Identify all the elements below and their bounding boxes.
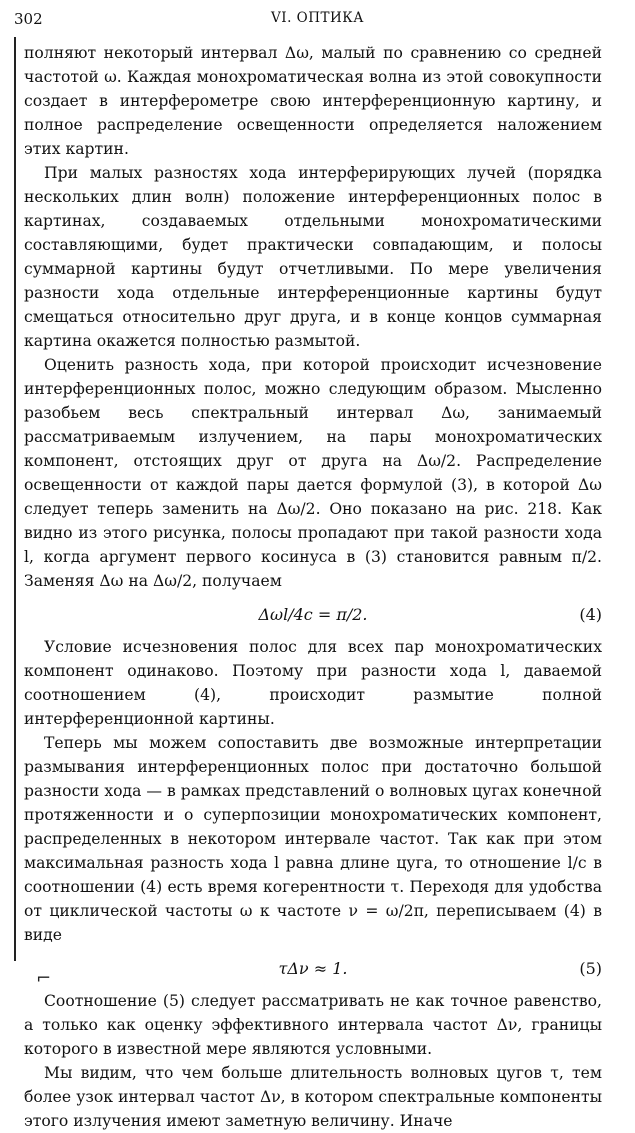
- equation-5-expression: τΔν ≈ 1.: [278, 959, 348, 978]
- equation-5-number: (5): [579, 959, 602, 978]
- page-header: [14, 10, 621, 34]
- paragraph-2: При малых разностях хода интерферирующих лучей (порядка нескольких длин волн) положение интерференционных полос в картинах, создаваемых отдельными монохроматическими составляющими, будет практически совпадающим, и полосы суммарной картины будут отчетливыми. По мере увеличения разности хода отдельные интерференционные картины будут смещаться относительно друг друга, и в конце концов суммарная картина окажется полностью размытой.: [24, 164, 602, 350]
- text-body: [24, 41, 602, 1133]
- page-number: 302: [14, 10, 43, 28]
- paragraph-4: Условие исчезновения полос для всех пар монохроматических компонент одинаково. Поэтому при разности хода l, даваемой соотношением (4), происходит размытие полной интерференционной картины.: [24, 638, 602, 728]
- equation-4: [24, 599, 602, 631]
- equation-5: [24, 953, 602, 985]
- equation-4-number: (4): [579, 605, 602, 624]
- corner-mark: ⌐: [36, 968, 52, 989]
- paragraph-1: полняют некоторый интервал Δω, малый по сравнению со средней частотой ω. Каждая монохроматическая волна из этой совокупности создает в интерферометре свою интерференционную картину, и полное распределение освещенности определяется наложением этих картин.: [24, 44, 602, 158]
- margin-rule: [14, 37, 16, 961]
- equation-4-expression: Δωl/4c = π/2.: [258, 605, 368, 624]
- paragraph-7: Мы видим, что чем больше длительность волновых цугов τ, тем более узок интервал частот Δν, в котором спектральные компоненты этого излучения имеют заметную величину. Иначе: [24, 1064, 602, 1130]
- paragraph-6: Соотношение (5) следует рассматривать не как точное равенство, а только как оценку эффективного интервала частот Δν, границы которого в известной мере являются условными.: [24, 992, 602, 1058]
- running-head: VI. ОПТИКА: [271, 10, 364, 26]
- paragraph-5: Теперь мы можем сопоставить две возможные интерпретации размывания интерференционных полос при достаточно большой разности хода — в рамках представлений о волновых цугах конечной протяженности и о суперпозиции монохроматических компонент, распределенных в некотором интервале частот. Так как при этом максимальная разность хода l равна длине цуга, то отношение l/c в соотношении (4) есть время когерентности τ. Переходя для удобства от циклической частоты ω к частоте ν = ω/2π, переписываем (4) в виде: [24, 734, 602, 944]
- paragraph-3: Оценить разность хода, при которой происходит исчезновение интерференционных полос, можно следующим образом. Мысленно разобьем весь спектральный интервал Δω, занимаемый рассматриваемым излучением, на пары монохроматических компонент, отстоящих друг от друга на Δω/2. Распределение освещенности от каждой пары дается формулой (3), в которой Δω следует теперь заменить на Δω/2. Оно показано на рис. 218. Как видно из этого рисунка, полосы пропадают при такой разности хода l, когда аргумент первого косинуса в (3) становится равным π/2. Заменяя Δω на Δω/2, получаем: [24, 356, 602, 590]
